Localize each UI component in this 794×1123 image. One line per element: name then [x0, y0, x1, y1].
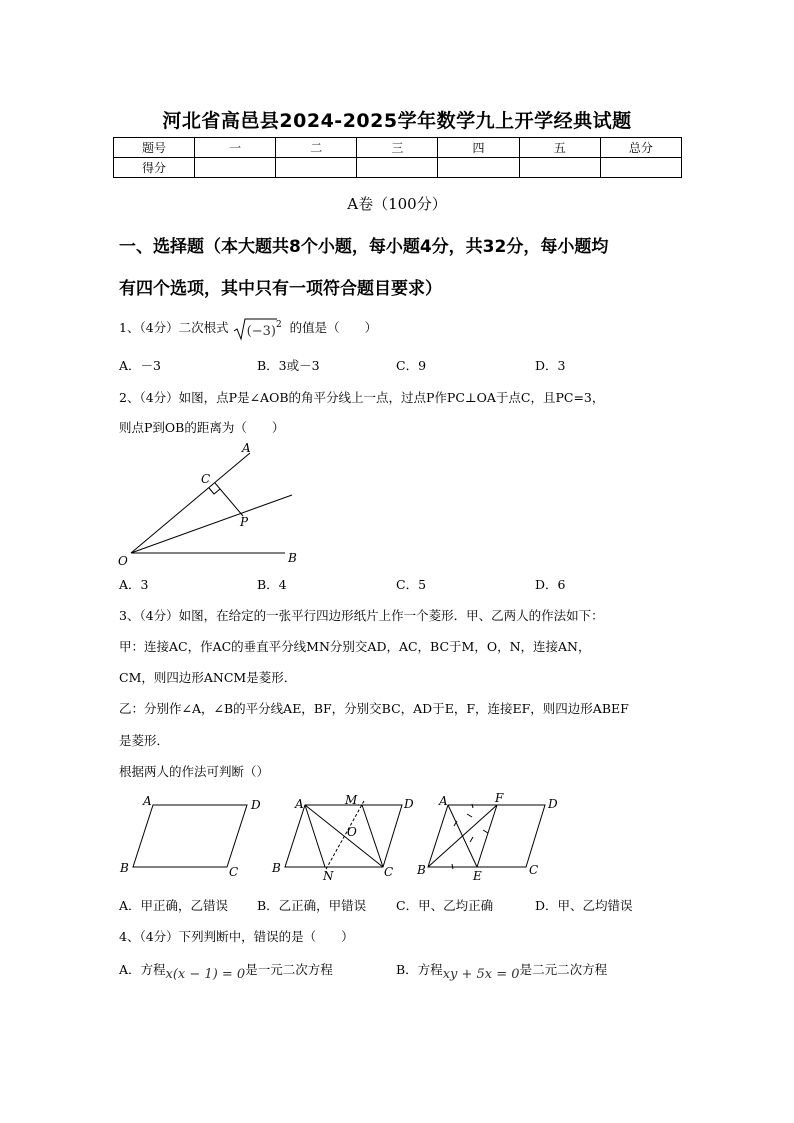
- ray-op-bisector: [131, 495, 292, 553]
- score-table-cell: 五: [519, 138, 600, 158]
- section1-heading-line2: 有四个选项，其中只有一项符合题目要求）: [119, 279, 442, 299]
- fig3-label-a: A: [439, 794, 448, 808]
- fig2-label-b: B: [272, 861, 281, 875]
- q3-stem-line4: 乙：分别作∠A，∠B的平分线AE，BF，分别交BC，AD于E，F，连接EF，则四边形ABEF: [119, 701, 629, 716]
- page-title: 河北省高邑县2024-2025学年数学九上开学经典试题: [162, 110, 632, 132]
- q1-option-b[interactable]: B．3或－3: [257, 358, 320, 373]
- q2-stem-line2: 则点P到OB的距离为（ ）: [119, 420, 285, 435]
- score-input-cell[interactable]: [276, 158, 357, 178]
- q3-figures: [112, 790, 572, 882]
- q4-option-b[interactable]: [396, 960, 608, 982]
- fig3-label-c: C: [529, 863, 539, 877]
- q3-option-b[interactable]: B．乙正确，甲错误: [257, 898, 367, 913]
- score-table-header-row: [114, 138, 682, 158]
- q4-option-a-post: 是一元二次方程: [245, 962, 333, 977]
- q2-stem-line1: 2、（4分）如图，点P是∠AOB的角平分线上一点，过点P作PC⊥OA于点C，且PC=3，: [119, 390, 605, 405]
- q2-option-c[interactable]: C．5: [396, 577, 427, 592]
- q2-option-b[interactable]: B．4: [257, 577, 287, 592]
- label-c: C: [201, 472, 211, 486]
- score-table-score-row: [114, 158, 682, 178]
- q3-stem-line1: 3、（4分）如图，在给定的一张平行四边形纸片上作一个菱形．甲、乙两人的作法如下：: [119, 608, 604, 623]
- score-input-cell[interactable]: [600, 158, 681, 178]
- fig2-label-o: O: [347, 825, 357, 839]
- score-input-cell[interactable]: [195, 158, 276, 178]
- fig3-label-b: B: [417, 863, 426, 877]
- q3-figure-2: [271, 793, 414, 882]
- q4-option-a-pre: A．方程: [119, 962, 166, 977]
- q2-angle-figure: [112, 438, 312, 570]
- right-angle-mark-icon: [209, 488, 220, 494]
- fig1-label-a: A: [143, 794, 152, 808]
- q3-figure-3: [416, 791, 558, 882]
- q1-option-d[interactable]: D．3: [535, 358, 566, 373]
- fig2-label-m: M: [345, 793, 358, 807]
- q1-stem-pre: 1、（4分）二次根式: [119, 320, 229, 335]
- q2-option-a[interactable]: A．3: [119, 577, 149, 592]
- q3-stem-line2: 甲：连接AC，作AC的垂直平分线MN分别交AD，AC，BC于M，O，N，连接AN，: [119, 639, 591, 654]
- q1-stem: [119, 318, 679, 342]
- fig1-label-d: D: [251, 798, 261, 812]
- q1-option-c[interactable]: C．9: [396, 358, 427, 373]
- q3-figure-1: [119, 794, 261, 879]
- score-input-cell[interactable]: [519, 158, 600, 178]
- q4-option-b-post: 是二元二次方程: [519, 962, 608, 977]
- fig3-label-f: F: [495, 791, 504, 805]
- label-p: P: [240, 515, 249, 529]
- score-input-cell[interactable]: [438, 158, 519, 178]
- score-table: [113, 137, 682, 178]
- label-o: O: [118, 554, 128, 568]
- q1-option-a[interactable]: A．－3: [119, 358, 161, 373]
- q3-option-c[interactable]: C．甲、乙均正确: [396, 898, 494, 913]
- q1-radicand: (−3): [246, 324, 276, 339]
- q4-stem: 4、（4分）下列判断中，错误的是（ ）: [119, 929, 354, 944]
- score-input-cell[interactable]: [357, 158, 438, 178]
- q3-option-a[interactable]: A．甲正确，乙错误: [119, 898, 229, 913]
- q1-exponent: 2: [275, 319, 282, 330]
- q3-stem-line3: CM，则四边形ANCM是菱形．: [119, 670, 297, 685]
- q1-stem-post: 的值是（ ）: [289, 320, 378, 335]
- fig1-label-c: C: [229, 865, 239, 879]
- fig2-label-d: D: [404, 797, 414, 811]
- q3-stem-line6: 根据两人的作法可判断（）: [119, 764, 270, 779]
- score-table-cell: 一: [195, 138, 276, 158]
- fig2-label-a: A: [295, 797, 304, 811]
- fig3-label-e: E: [473, 869, 482, 882]
- fig2-label-n: N: [323, 869, 334, 882]
- section1-heading-line1: 一、选择题（本大题共8个小题，每小题4分，共32分，每小题均: [119, 237, 609, 257]
- q2-option-d[interactable]: D．6: [535, 577, 566, 592]
- score-table-cell: 二: [276, 138, 357, 158]
- label-b: B: [288, 551, 297, 565]
- q3-stem-line5: 是菱形．: [119, 733, 170, 748]
- fig1-label-b: B: [120, 861, 129, 875]
- fig2-label-c: C: [384, 865, 394, 879]
- label-a: A: [242, 441, 251, 455]
- q4-option-a-equation: x(x − 1) = 0: [165, 967, 246, 982]
- q4-option-b-pre: B．方程: [396, 962, 443, 977]
- score-table-cell: 总分: [600, 138, 681, 158]
- score-table-cell: 四: [438, 138, 519, 158]
- section-juan-heading: A卷（100分）: [347, 195, 447, 213]
- score-table-cell: 三: [357, 138, 438, 158]
- q3-option-d[interactable]: D．甲、乙均错误: [535, 898, 633, 913]
- q4-option-a[interactable]: [119, 960, 333, 982]
- q4-option-b-equation: xy + 5x = 0: [442, 967, 520, 982]
- fig3-label-d: D: [548, 797, 558, 811]
- score-table-cell: 题号: [114, 138, 195, 158]
- segment-pc: [215, 483, 243, 516]
- score-row-label: 得分: [114, 158, 195, 178]
- q1-sqrt-expression: [233, 319, 282, 345]
